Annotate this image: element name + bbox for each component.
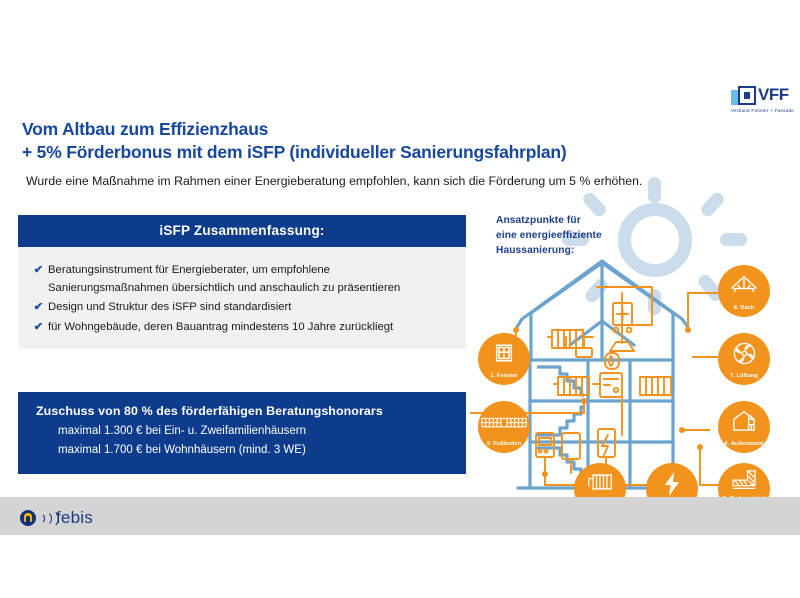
- subsidy-box: [18, 392, 466, 474]
- point-7-lueftung[interactable]: [718, 333, 770, 385]
- roof-icon: [718, 274, 770, 294]
- febis-mark-icon: [20, 510, 54, 527]
- check-icon: ✔: [33, 264, 44, 276]
- list-item: [18, 261, 466, 298]
- radiator-icon: [574, 472, 626, 492]
- house-illustration: [470, 185, 800, 515]
- illustration-heading-line2: eine energieeffiziente: [496, 230, 602, 241]
- isfp-summary-box: [18, 215, 466, 349]
- fan-icon: [718, 342, 770, 365]
- subsidy-title: Zuschuss von 80 % des förderfähigen Beratungshonorars: [36, 404, 383, 418]
- subsidy-line: maximal 1.700 € bei Wohnhäusern (mind. 3 WE): [58, 444, 306, 456]
- wall-icon: [718, 410, 770, 432]
- point-8-dach[interactable]: [718, 265, 770, 317]
- footer-bar: [0, 497, 800, 535]
- check-icon: ✔: [33, 320, 44, 333]
- febis-logo-text: febis: [56, 508, 93, 527]
- page-subtitle: Wurde eine Maßnahme im Rahmen einer Energieberatung empfohlen, kann sich die Förderung um 5 % erhöhen.: [26, 174, 643, 188]
- page-title-line1: Vom Altbau zum Effizienzhaus: [22, 119, 269, 139]
- floor-icon: [478, 415, 530, 431]
- slab-icon: [718, 470, 770, 492]
- point-2-fussboden[interactable]: [478, 401, 530, 453]
- list-item-label: Design und Struktur des iSFP sind standardisiert: [48, 301, 292, 313]
- vff-square-front-icon: [738, 86, 756, 105]
- point-label: 6. Außenwand: [724, 441, 764, 447]
- list-item: [18, 298, 466, 318]
- list-item-label: für Wohngebäude, deren Bauantrag mindestens 10 Jahre zurückliegt: [48, 320, 394, 333]
- list-item: [18, 318, 466, 338]
- illustration-heading-line1: Ansatzpunkte für: [496, 215, 581, 226]
- febis-logo: [20, 508, 93, 528]
- illustration-heading-line3: Haussanierung:: [496, 245, 575, 256]
- point-1-fenster[interactable]: [478, 333, 530, 385]
- vff-logo: [731, 86, 793, 120]
- point-label: 2. Fußboden: [486, 441, 522, 447]
- list-item-label: Beratungsinstrument für Energieberater, um empfohlene Sanierungsmaßnahmen übersichtlich und anschaulich zu präsentieren: [48, 264, 401, 294]
- page-title: [22, 118, 722, 164]
- point-label: 1. Fenster: [490, 373, 518, 379]
- vff-logo-text: VFF: [758, 85, 789, 104]
- point-label: 7. Lüftung: [729, 373, 759, 379]
- subsidy-line: maximal 1.300 € bei Ein- u. Zweifamilienhäusern: [58, 425, 307, 437]
- window-icon: [478, 342, 530, 364]
- point-label: 8. Dach: [733, 305, 755, 311]
- bolt-icon: [646, 472, 698, 496]
- isfp-summary-body: [18, 247, 466, 349]
- isfp-summary-header: iSFP Zusammenfassung:: [18, 215, 466, 247]
- page-title-line2: + 5% Förderbonus mit dem iSFP (individueller Sanierungsfahrplan): [22, 142, 567, 162]
- point-6-aussenwand[interactable]: [718, 401, 770, 453]
- check-icon: ✔: [33, 301, 44, 313]
- vff-logo-tagline: Verband Fenster + Fassade: [731, 108, 795, 113]
